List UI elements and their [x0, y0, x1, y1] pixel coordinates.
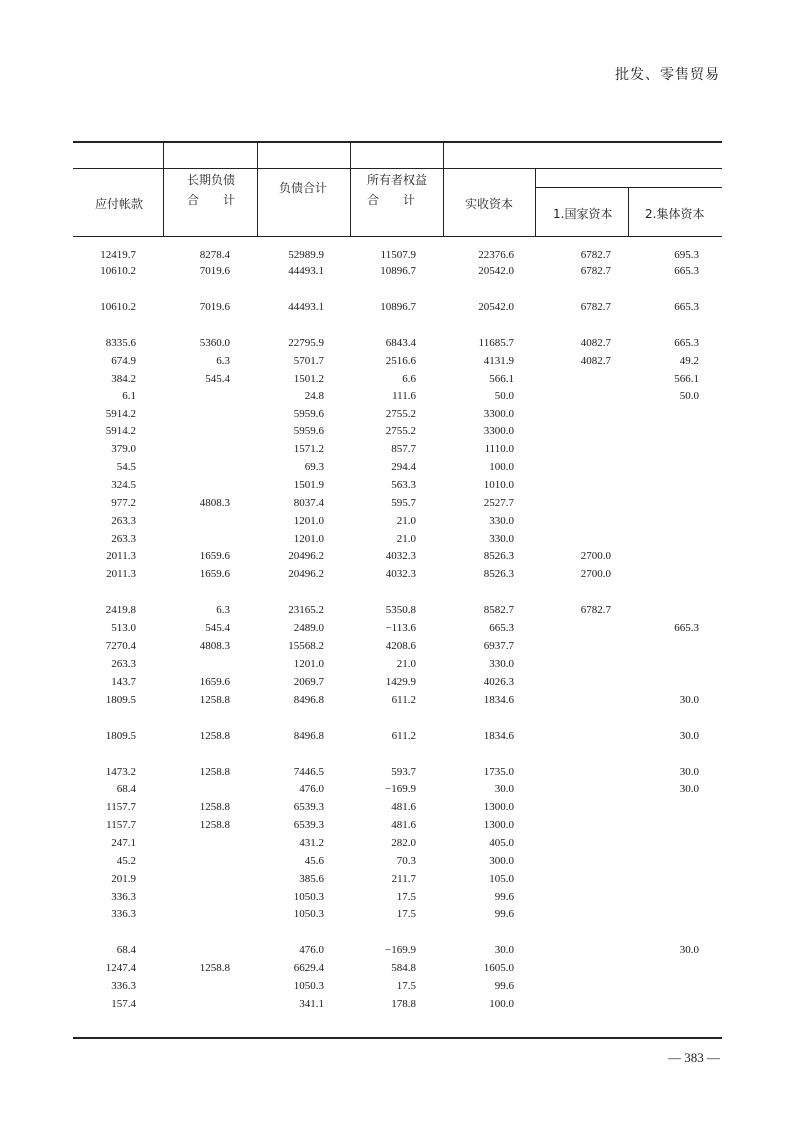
cell-collective-capital: 30.0	[679, 766, 699, 778]
cell-total-liabilities: 1050.3	[293, 891, 324, 903]
cell-collective-capital: 30.0	[679, 783, 699, 795]
table-row	[73, 247, 722, 264]
cell-paid-in-capital: 99.6	[494, 980, 514, 992]
table-row	[73, 853, 722, 870]
cell-payables: 68.4	[116, 944, 136, 956]
table-row	[73, 423, 722, 440]
cell-payables: 384.2	[111, 373, 136, 385]
cell-owners-equity: 111.6	[392, 390, 416, 402]
page-number: — 383 —	[668, 1050, 720, 1065]
cell-paid-in-capital: 3300.0	[483, 425, 514, 437]
cell-total-liabilities: 20496.2	[288, 550, 324, 562]
table-row	[73, 656, 722, 673]
cell-payables: 1809.5	[105, 730, 136, 742]
table-row	[73, 674, 722, 691]
cell-payables: 263.3	[111, 658, 136, 670]
cell-total-liabilities: 8496.8	[293, 694, 324, 706]
cell-payables: 5914.2	[105, 425, 136, 437]
header-total-liabilities: 负债合计	[279, 181, 328, 195]
cell-state-capital: 2700.0	[580, 568, 611, 580]
table-row	[73, 889, 722, 906]
cell-paid-in-capital: 20542.0	[478, 265, 514, 277]
cell-payables: 7270.4	[105, 640, 136, 652]
header-collective-capital: 2.集体资本	[645, 207, 705, 221]
table-row	[73, 692, 722, 709]
cell-total-liabilities: 8037.4	[293, 497, 324, 509]
table-row	[73, 728, 722, 745]
cell-state-capital: 2700.0	[580, 550, 611, 562]
table-row	[73, 638, 722, 655]
cell-paid-in-capital: 22376.6	[478, 249, 514, 261]
cell-paid-in-capital: 1834.6	[483, 730, 514, 742]
table-row	[73, 548, 722, 565]
cell-payables: 336.3	[111, 908, 136, 920]
cell-long-term-liabilities: 4808.3	[199, 640, 230, 652]
cell-payables: 977.2	[111, 497, 136, 509]
cell-paid-in-capital: 3300.0	[483, 408, 514, 420]
cell-paid-in-capital: 1735.0	[483, 766, 514, 778]
cell-payables: 12419.7	[100, 249, 136, 261]
table-row	[73, 371, 722, 388]
cell-payables: 45.2	[116, 855, 136, 867]
cell-total-liabilities: 52989.9	[288, 249, 324, 261]
col-divider-1	[163, 141, 164, 237]
cell-collective-capital: 50.0	[679, 390, 699, 402]
cell-payables: 6.1	[122, 390, 136, 402]
cell-paid-in-capital: 665.3	[489, 622, 514, 634]
cell-owners-equity: 2516.6	[385, 355, 416, 367]
cell-paid-in-capital: 8526.3	[483, 550, 514, 562]
header-owners-equity-line2: 合 计	[367, 193, 416, 207]
header-state-capital: 1.国家资本	[553, 207, 613, 221]
table-row	[73, 817, 722, 834]
col-divider-2	[257, 141, 258, 237]
table-row	[73, 335, 722, 352]
cell-total-liabilities: 1050.3	[293, 980, 324, 992]
table-row	[73, 799, 722, 816]
cell-total-liabilities: 45.6	[304, 855, 324, 867]
cell-total-liabilities: 5959.6	[293, 425, 324, 437]
cell-owners-equity: 17.5	[396, 908, 416, 920]
cell-total-liabilities: 44493.1	[288, 265, 324, 277]
cell-collective-capital: 30.0	[679, 730, 699, 742]
cell-payables: 263.3	[111, 515, 136, 527]
header-owners-equity-line1: 所有者权益	[367, 173, 428, 187]
cell-paid-in-capital: 4026.3	[483, 676, 514, 688]
table-row	[73, 602, 722, 619]
cell-state-capital: 6782.7	[580, 249, 611, 261]
header-paid-in-capital: 实收资本	[465, 197, 514, 211]
cell-paid-in-capital: 8582.7	[483, 604, 514, 616]
table-row	[73, 353, 722, 370]
table-row	[73, 388, 722, 405]
cell-payables: 2011.3	[106, 568, 136, 580]
cell-total-liabilities: 2069.7	[293, 676, 324, 688]
table-row	[73, 764, 722, 781]
table-row	[73, 996, 722, 1013]
cell-payables: 247.1	[111, 837, 136, 849]
cell-total-liabilities: 1201.0	[293, 515, 324, 527]
cell-owners-equity: 4032.3	[385, 550, 416, 562]
cell-payables: 1157.7	[106, 819, 136, 831]
cell-owners-equity: 611.2	[391, 694, 416, 706]
header-bottom-rule	[73, 236, 722, 237]
col-divider-3	[350, 141, 351, 237]
cell-payables: 157.4	[111, 998, 136, 1010]
cell-total-liabilities: 1571.2	[293, 443, 324, 455]
table-row	[73, 495, 722, 512]
table-row	[73, 299, 722, 316]
cell-total-liabilities: 69.3	[304, 461, 324, 473]
table-row	[73, 871, 722, 888]
cell-payables: 1157.7	[106, 801, 136, 813]
cell-collective-capital: 695.3	[674, 249, 699, 261]
col-divider-4	[443, 141, 444, 237]
cell-total-liabilities: 6539.3	[293, 801, 324, 813]
header-long-term-liabilities-line2: 合 计	[187, 193, 236, 207]
cell-payables: 10610.2	[100, 265, 136, 277]
cell-payables: 674.9	[111, 355, 136, 367]
cell-payables: 513.0	[111, 622, 136, 634]
cell-paid-in-capital: 100.0	[489, 461, 514, 473]
cell-paid-in-capital: 4131.9	[483, 355, 514, 367]
cell-paid-in-capital: 1300.0	[483, 801, 514, 813]
cell-paid-in-capital: 8526.3	[483, 568, 514, 580]
table-row	[73, 781, 722, 798]
cell-state-capital: 6782.7	[580, 604, 611, 616]
col-divider-5	[535, 169, 536, 237]
cell-owners-equity: 17.5	[396, 980, 416, 992]
cell-payables: 2419.8	[105, 604, 136, 616]
cell-total-liabilities: 2489.0	[293, 622, 324, 634]
table-bottom-rule	[73, 1037, 722, 1039]
cell-owners-equity: 6.6	[402, 373, 416, 385]
cell-owners-equity: 70.3	[396, 855, 416, 867]
cell-owners-equity: 10896.7	[380, 265, 416, 277]
cell-long-term-liabilities: 1659.6	[199, 568, 230, 580]
cell-paid-in-capital: 330.0	[489, 533, 514, 545]
table-top-rule	[73, 141, 722, 143]
cell-paid-in-capital: 2527.7	[483, 497, 514, 509]
cell-paid-in-capital: 405.0	[489, 837, 514, 849]
cell-collective-capital: 566.1	[674, 373, 699, 385]
col-divider-6	[628, 187, 629, 237]
cell-long-term-liabilities: 1659.6	[199, 676, 230, 688]
cell-owners-equity: 611.2	[391, 730, 416, 742]
cell-paid-in-capital: 330.0	[489, 658, 514, 670]
cell-owners-equity: 481.6	[391, 819, 416, 831]
cell-collective-capital: 30.0	[679, 694, 699, 706]
cell-total-liabilities: 1050.3	[293, 908, 324, 920]
running-head: 批发、零售贸易	[615, 67, 720, 83]
cell-owners-equity: 2755.2	[385, 425, 416, 437]
cell-long-term-liabilities: 6.3	[216, 604, 230, 616]
table-row	[73, 459, 722, 476]
cell-payables: 10610.2	[100, 301, 136, 313]
cell-paid-in-capital: 1010.0	[483, 479, 514, 491]
cell-total-liabilities: 15568.2	[288, 640, 324, 652]
cell-owners-equity: 584.8	[391, 962, 416, 974]
cell-collective-capital: 665.3	[674, 301, 699, 313]
cell-state-capital: 4082.7	[580, 355, 611, 367]
cell-payables: 1247.4	[105, 962, 136, 974]
header-subrule	[73, 168, 722, 169]
cell-total-liabilities: 20496.2	[288, 568, 324, 580]
cell-total-liabilities: 476.0	[299, 944, 324, 956]
cell-total-liabilities: 8496.8	[293, 730, 324, 742]
cell-owners-equity: 282.0	[391, 837, 416, 849]
cell-long-term-liabilities: 5360.0	[199, 337, 230, 349]
cell-owners-equity: 857.7	[391, 443, 416, 455]
cell-collective-capital: 665.3	[674, 337, 699, 349]
cell-owners-equity: 2755.2	[385, 408, 416, 420]
cell-total-liabilities: 1201.0	[293, 533, 324, 545]
cell-owners-equity: 6843.4	[385, 337, 416, 349]
cell-paid-in-capital: 99.6	[494, 908, 514, 920]
table-row	[73, 406, 722, 423]
cell-owners-equity: −169.9	[385, 944, 416, 956]
cell-total-liabilities: 1201.0	[293, 658, 324, 670]
cell-total-liabilities: 1501.9	[293, 479, 324, 491]
cell-long-term-liabilities: 7019.6	[199, 265, 230, 277]
table-row	[73, 477, 722, 494]
table-row	[73, 906, 722, 923]
cell-total-liabilities: 431.2	[299, 837, 324, 849]
cell-payables: 5914.2	[105, 408, 136, 420]
cell-state-capital: 6782.7	[580, 265, 611, 277]
table-row	[73, 441, 722, 458]
cell-long-term-liabilities: 7019.6	[199, 301, 230, 313]
cell-total-liabilities: 1501.2	[293, 373, 324, 385]
cell-long-term-liabilities: 1258.8	[199, 819, 230, 831]
cell-total-liabilities: 7446.5	[293, 766, 324, 778]
cell-payables: 379.0	[111, 443, 136, 455]
cell-owners-equity: 481.6	[391, 801, 416, 813]
cell-owners-equity: 21.0	[396, 515, 416, 527]
cell-owners-equity: 10896.7	[380, 301, 416, 313]
cell-total-liabilities: 24.8	[304, 390, 324, 402]
cell-payables: 201.9	[111, 873, 136, 885]
cell-total-liabilities: 5959.6	[293, 408, 324, 420]
cell-owners-equity: −113.6	[385, 622, 416, 634]
cell-paid-in-capital: 20542.0	[478, 301, 514, 313]
cell-long-term-liabilities: 8278.4	[199, 249, 230, 261]
table-row	[73, 566, 722, 583]
cell-total-liabilities: 341.1	[299, 998, 324, 1010]
cell-long-term-liabilities: 1258.8	[199, 801, 230, 813]
cell-total-liabilities: 476.0	[299, 783, 324, 795]
cell-paid-in-capital: 105.0	[489, 873, 514, 885]
cell-paid-in-capital: 1605.0	[483, 962, 514, 974]
cell-state-capital: 6782.7	[580, 301, 611, 313]
cell-collective-capital: 665.3	[674, 265, 699, 277]
cell-paid-in-capital: 30.0	[494, 783, 514, 795]
cell-paid-in-capital: 566.1	[489, 373, 514, 385]
cell-owners-equity: 11507.9	[380, 249, 416, 261]
table-row	[73, 531, 722, 548]
cell-long-term-liabilities: 1258.8	[199, 766, 230, 778]
cell-owners-equity: 593.7	[391, 766, 416, 778]
cell-paid-in-capital: 1300.0	[483, 819, 514, 831]
cell-payables: 1473.2	[105, 766, 136, 778]
cell-payables: 8335.6	[105, 337, 136, 349]
table-row	[73, 942, 722, 959]
cell-payables: 336.3	[111, 980, 136, 992]
cell-long-term-liabilities: 1258.8	[199, 694, 230, 706]
cell-total-liabilities: 385.6	[299, 873, 324, 885]
cell-total-liabilities: 23165.2	[288, 604, 324, 616]
cell-owners-equity: 1429.9	[385, 676, 416, 688]
cell-long-term-liabilities: 1659.6	[199, 550, 230, 562]
cell-payables: 143.7	[111, 676, 136, 688]
cell-long-term-liabilities: 6.3	[216, 355, 230, 367]
table-row	[73, 835, 722, 852]
cell-paid-in-capital: 30.0	[494, 944, 514, 956]
header-long-term-liabilities-line1: 长期负债	[187, 173, 236, 187]
table-row	[73, 513, 722, 530]
cell-total-liabilities: 5701.7	[293, 355, 324, 367]
cell-payables: 1809.5	[105, 694, 136, 706]
cell-owners-equity: 563.3	[391, 479, 416, 491]
cell-paid-in-capital: 50.0	[494, 390, 514, 402]
cell-owners-equity: 5350.8	[385, 604, 416, 616]
table-row	[73, 263, 722, 280]
cell-long-term-liabilities: 545.4	[205, 373, 230, 385]
cell-owners-equity: −169.9	[385, 783, 416, 795]
cell-paid-in-capital: 11685.7	[478, 337, 514, 349]
cell-total-liabilities: 6629.4	[293, 962, 324, 974]
cell-owners-equity: 211.7	[391, 873, 416, 885]
cell-payables: 2011.3	[106, 550, 136, 562]
cell-state-capital: 4082.7	[580, 337, 611, 349]
cell-payables: 54.5	[116, 461, 136, 473]
table-row	[73, 960, 722, 977]
cell-collective-capital: 665.3	[674, 622, 699, 634]
cell-total-liabilities: 44493.1	[288, 301, 324, 313]
cell-paid-in-capital: 100.0	[489, 998, 514, 1010]
cell-owners-equity: 4032.3	[385, 568, 416, 580]
cell-paid-in-capital: 300.0	[489, 855, 514, 867]
cell-paid-in-capital: 1110.0	[484, 443, 514, 455]
cell-collective-capital: 49.2	[679, 355, 699, 367]
cell-owners-equity: 21.0	[396, 658, 416, 670]
cell-payables: 324.5	[111, 479, 136, 491]
cell-paid-in-capital: 99.6	[494, 891, 514, 903]
cell-total-liabilities: 22795.9	[288, 337, 324, 349]
cell-total-liabilities: 6539.3	[293, 819, 324, 831]
cell-owners-equity: 595.7	[391, 497, 416, 509]
cell-payables: 68.4	[116, 783, 136, 795]
cell-paid-in-capital: 6937.7	[483, 640, 514, 652]
cell-owners-equity: 4208.6	[385, 640, 416, 652]
cell-long-term-liabilities: 1258.8	[199, 962, 230, 974]
cell-payables: 263.3	[111, 533, 136, 545]
cell-paid-in-capital: 330.0	[489, 515, 514, 527]
cell-owners-equity: 17.5	[396, 891, 416, 903]
cell-long-term-liabilities: 1258.8	[199, 730, 230, 742]
cell-long-term-liabilities: 545.4	[205, 622, 230, 634]
cell-long-term-liabilities: 4808.3	[199, 497, 230, 509]
cell-collective-capital: 30.0	[679, 944, 699, 956]
cell-paid-in-capital: 1834.6	[483, 694, 514, 706]
cell-owners-equity: 294.4	[391, 461, 416, 473]
table-row	[73, 978, 722, 995]
table-row	[73, 620, 722, 637]
cell-payables: 336.3	[111, 891, 136, 903]
header-payables: 应付帐款	[95, 197, 144, 211]
cell-owners-equity: 21.0	[396, 533, 416, 545]
cell-owners-equity: 178.8	[391, 998, 416, 1010]
